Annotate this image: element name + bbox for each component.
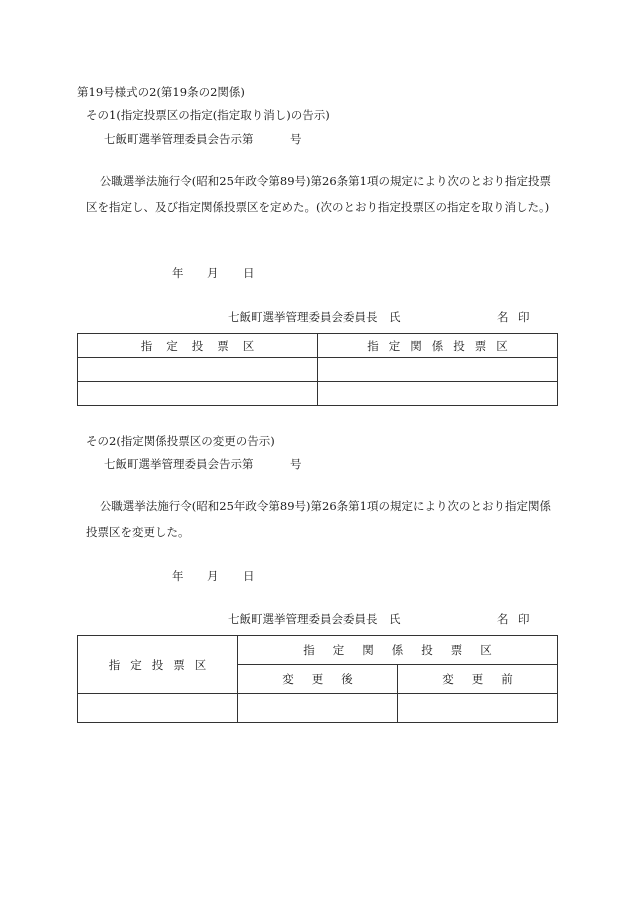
table-cell (398, 694, 558, 723)
change-table (77, 635, 558, 723)
header-designated-district: 指定投票区 (78, 636, 238, 694)
table-cell (318, 382, 558, 406)
table-cell (78, 382, 318, 406)
section1-date-day: 日 (243, 266, 255, 280)
section2-date-month: 月 (207, 569, 219, 583)
section1-body: 公職選挙法施行令(昭和25年政令第89号)第26条第1項の規定により次のとおり指定投票区を指定し、及び指定関係投票区を定めた。(次のとおり指定投票区の指定を取り消した。) (86, 174, 551, 214)
section1-signer-name: 名 (497, 310, 509, 324)
table-cell (318, 358, 558, 382)
section2-body: 公職選挙法施行令(昭和25年政令第89号)第26条第1項の規定により次のとおり指定関係投票区を変更した。 (86, 499, 551, 539)
section1-date-year: 年 (172, 266, 184, 280)
section2-notice-suffix: 号 (290, 457, 302, 471)
section2-signer: 七飯町選挙管理委員会委員長 氏 (228, 612, 401, 626)
designation-table (77, 333, 558, 406)
section2-title: その2(指定関係投票区の変更の告示) (86, 434, 275, 448)
section2-signer-name: 名 (497, 612, 509, 626)
table-cell (78, 358, 318, 382)
section1-date-month: 月 (207, 266, 219, 280)
section1-seal: 印 (518, 310, 530, 324)
header-before-change: 変更前 (398, 665, 558, 694)
section1-title: その1(指定投票区の指定(指定取り消し)の告示) (86, 108, 330, 122)
section2-notice-prefix: 七飯町選挙管理委員会告示第 (104, 457, 254, 471)
section2-seal: 印 (518, 612, 530, 626)
section1-notice-prefix: 七飯町選挙管理委員会告示第 (104, 132, 254, 146)
form-heading: 第19号様式の2(第19条の2関係) (77, 85, 245, 99)
section2-date-year: 年 (172, 569, 184, 583)
header-related-district: 指定関係投票区 (318, 334, 558, 358)
header-designated-district: 指定投票区 (78, 334, 318, 358)
table-cell (78, 694, 238, 723)
section2-date-day: 日 (243, 569, 255, 583)
table-cell (238, 694, 398, 723)
header-after-change: 変更後 (238, 665, 398, 694)
section1-signer: 七飯町選挙管理委員会委員長 氏 (228, 310, 401, 324)
section1-notice-suffix: 号 (290, 132, 302, 146)
header-related-district-group: 指定関係投票区 (238, 636, 558, 665)
